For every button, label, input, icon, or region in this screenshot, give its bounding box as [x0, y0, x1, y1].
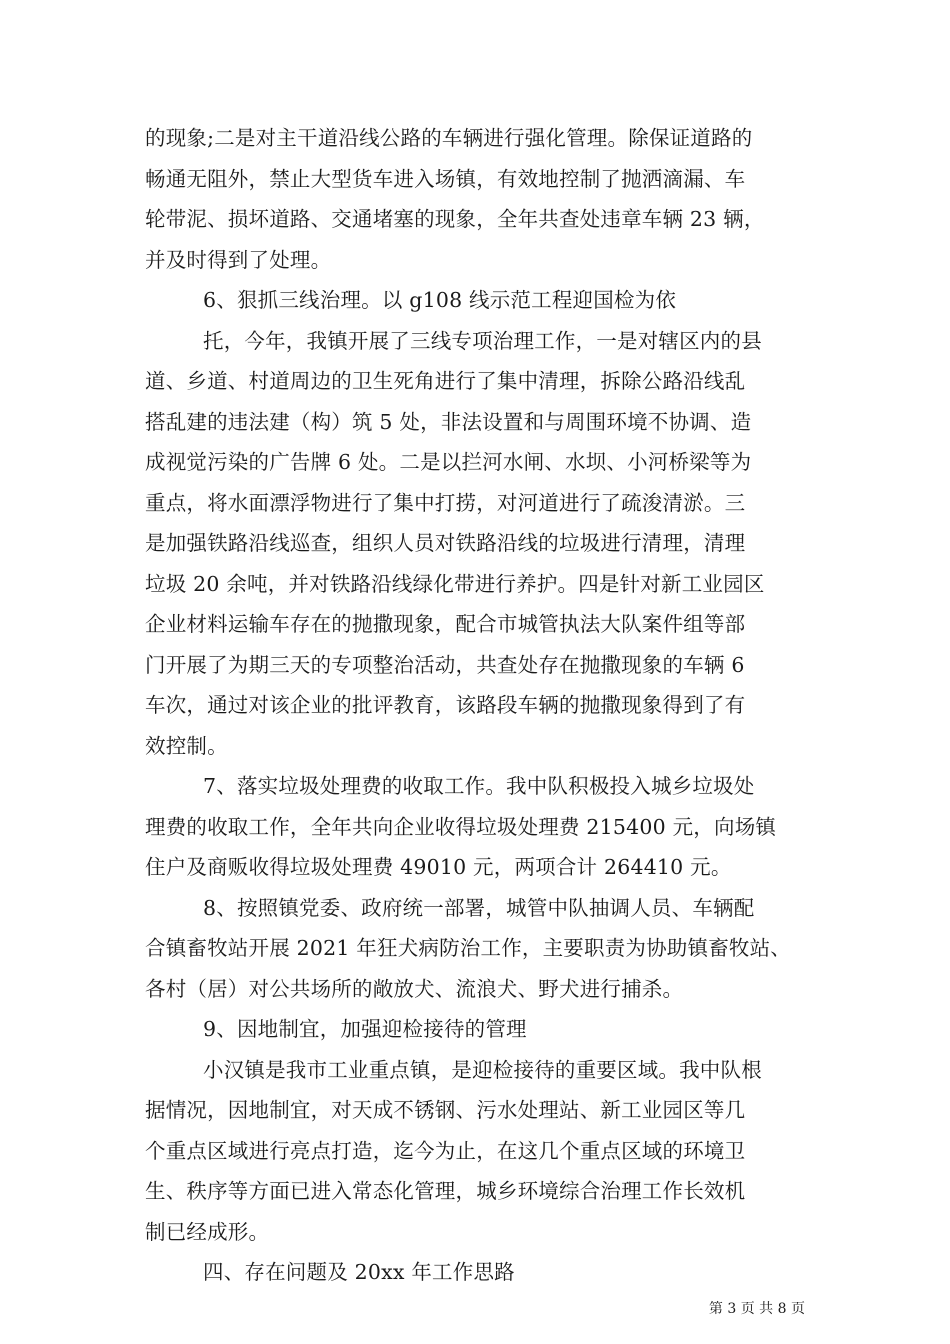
text-line: 制已经成形。: [145, 1219, 270, 1244]
text-line: 效控制。: [145, 733, 228, 758]
page-number: 第 3 页 共 8 页: [708, 1301, 805, 1317]
text-line: 个重点区域进行亮点打造，迄今为止，在这几个重点区域的环境卫: [145, 1138, 746, 1163]
document-body: [145, 118, 810, 1293]
text-line: 小汉镇是我市工业重点镇，是迎检接待的重要区域。我中队根: [203, 1057, 762, 1082]
text-line: 企业材料运输车存在的抛撒现象，配合市城管执法大队案件组等部: [145, 612, 746, 636]
text-line: 重点，将水面漂浮物进行了集中打捞，对河道进行了疏浚清淤。三: [145, 490, 746, 515]
text-line: 各村（居）对公共场所的敞放犬、流浪犬、野犬进行捕杀。: [145, 976, 684, 1001]
text-line: 9、因地制宜，加强迎检接待的管理: [203, 1017, 527, 1041]
text-line: 据情况，因地制宜，对天成不锈钢、污水处理站、新工业园区等几: [145, 1098, 746, 1122]
text-line: 理费的收取工作，全年共向企业收得垃圾处理费 215400 元，向场镇: [145, 814, 777, 839]
text-line: 住户及商贩收得垃圾处理费 49010 元，两项合计 264410 元。: [145, 855, 732, 879]
text-line: 道、乡道、村道周边的卫生死角进行了集中清理，拆除公路沿线乱: [145, 369, 746, 393]
text-line: 门开展了为期三天的专项整治活动，共查处存在抛撒现象的车辆 6: [145, 652, 745, 677]
text-line: 四、存在问题及 20xx 年工作思路: [203, 1260, 515, 1284]
text-line: 畅通无阻外，禁止大型货车进入场镇，有效地控制了抛洒滴漏、车: [145, 166, 746, 191]
text-line: 是加强铁路沿线巡查，组织人员对铁路沿线的垃圾进行清理，清理: [145, 531, 746, 555]
text-line: 搭乱建的违法建（构）筑 5 处，非法设置和与周围环境不协调、造: [145, 409, 752, 434]
text-line: 垃圾 20 余吨，并对铁路沿线绿化带进行养护。四是针对新工业园区: [145, 571, 765, 596]
text-line: 并及时得到了处理。: [145, 247, 332, 272]
text-line: 托，今年，我镇开展了三线专项治理工作，一是对辖区内的县: [203, 328, 762, 353]
text-line: 的现象;二是对主干道沿线公路的车辆进行强化管理。除保证道路的: [145, 126, 753, 150]
text-line: 8、按照镇党委、政府统一部署，城管中队抽调人员、车辆配: [203, 895, 755, 920]
text-line: 车次，通过对该企业的批评教育，该路段车辆的抛撒现象得到了有: [145, 693, 746, 717]
text-line: 7、落实垃圾处理费的收取工作。我中队积极投入城乡垃圾处: [203, 774, 755, 798]
text-line: 成视觉污染的广告牌 6 处。二是以拦河水闸、水坝、小河桥梁等为: [145, 450, 752, 474]
text-line: 生、秩序等方面已进入常态化管理，城乡环境综合治理工作长效机: [145, 1179, 746, 1203]
text-line: 合镇畜牧站开展 2021 年狂犬病防治工作，主要职责为协助镇畜牧站、: [145, 936, 792, 960]
text-line: 轮带泥、损坏道路、交通堵塞的现象，全年共查处违章车辆 23 辆，: [145, 207, 765, 231]
text-line: 6、狠抓三线治理。以 g108 线示范工程迎国检为依: [203, 288, 677, 312]
